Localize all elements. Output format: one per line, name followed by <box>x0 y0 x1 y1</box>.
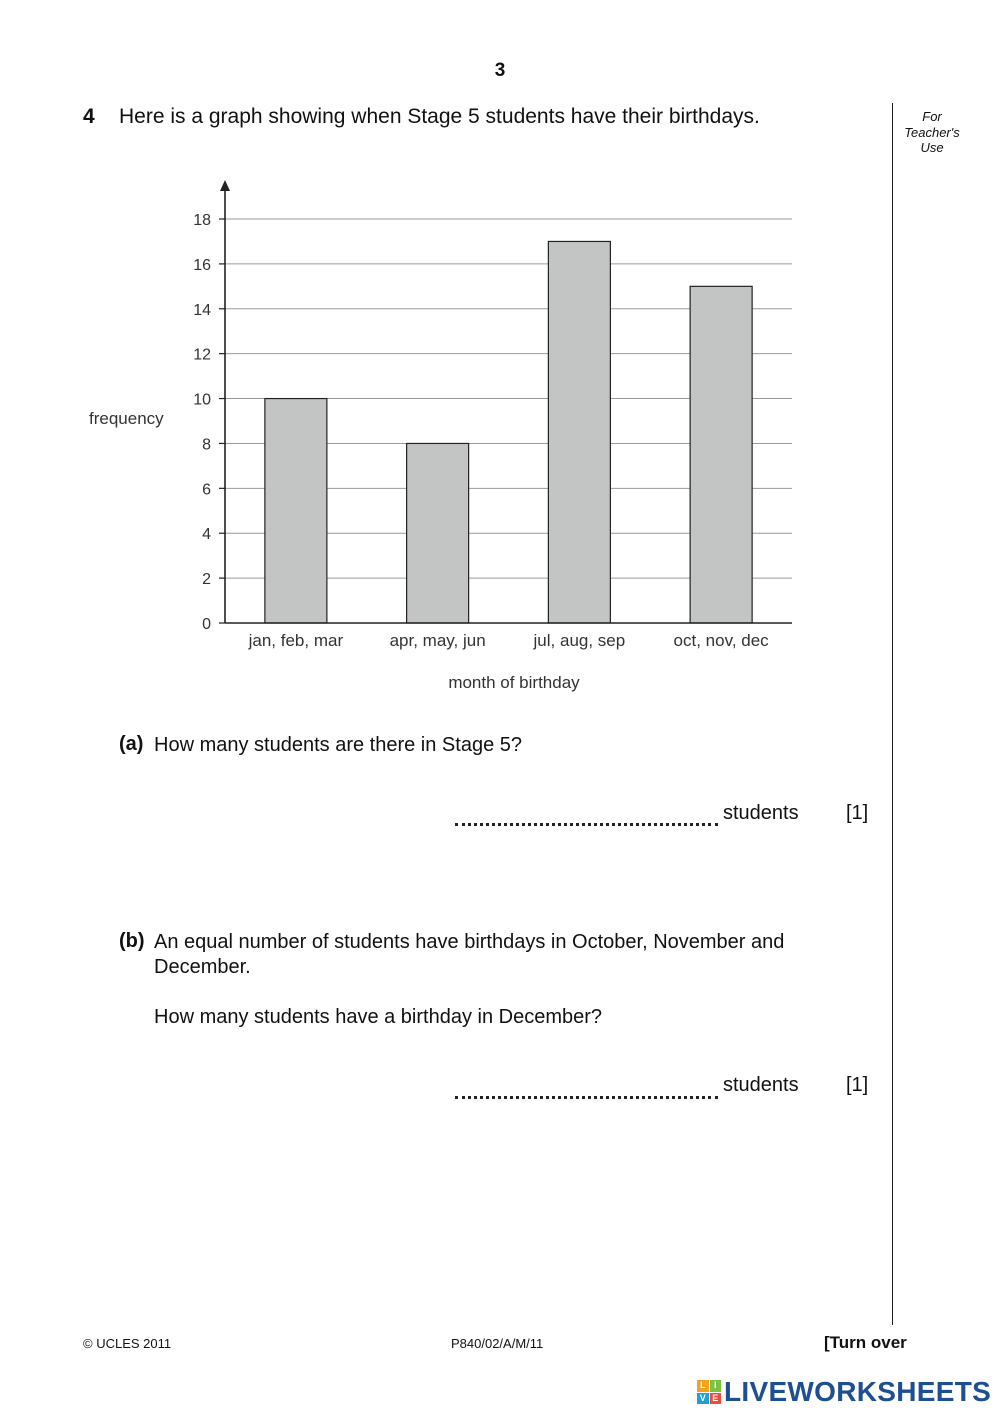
part-b-answer-unit: students <box>723 1074 799 1096</box>
x-tick-label: jul, aug, sep <box>533 631 626 650</box>
liveworksheets-logo[interactable] <box>697 1376 991 1408</box>
bar <box>548 241 610 623</box>
part-a-answer-line[interactable] <box>455 823 718 826</box>
x-tick-label: oct, nov, dec <box>673 631 769 650</box>
liveworksheets-logo-icon <box>697 1380 721 1404</box>
footer-turn-over: [Turn over <box>824 1333 907 1352</box>
y-tick-label: 0 <box>202 616 211 633</box>
page-number: 3 <box>494 60 506 81</box>
liveworksheets-wordmark: LIVEWORKSHEETS <box>724 1376 992 1407</box>
y-tick-label: 2 <box>202 571 211 589</box>
part-b-question: How many students have a birthday in December? <box>154 1006 603 1028</box>
part-b-marks: [1] <box>846 1074 869 1096</box>
y-tick-label: 8 <box>202 436 211 454</box>
y-tick-label: 12 <box>193 346 211 364</box>
y-tick-label: 14 <box>193 301 211 319</box>
logo-letter-e: E <box>710 1393 722 1405</box>
y-axis-label: frequency <box>89 409 164 428</box>
bar <box>265 399 327 623</box>
y-tick-label: 16 <box>193 256 211 274</box>
part-a-label: (a) <box>119 733 144 755</box>
part-a-answer-unit: students <box>723 802 799 824</box>
part-a-question: How many students are there in Stage 5? <box>154 734 522 756</box>
teacher-use-line1: For <box>922 109 942 124</box>
footer-copyright: © UCLES 2011 <box>83 1336 172 1351</box>
x-axis-label: month of birthday <box>448 673 580 692</box>
question-text: Here is a graph showing when Stage 5 students have their birthdays. <box>119 105 760 128</box>
y-tick-label: 18 <box>193 212 211 229</box>
y-axis-arrow <box>220 180 230 191</box>
y-tick-label: 6 <box>202 481 211 499</box>
part-b-statement: An equal number of students have birthdays in October, November and December. <box>154 931 785 978</box>
x-tick-label: jan, feb, mar <box>248 631 344 650</box>
y-tick-label: 10 <box>193 391 211 409</box>
logo-letter-i: I <box>710 1380 722 1392</box>
footer-paper-code: P840/02/A/M/11 <box>451 1336 544 1351</box>
logo-letter-v: V <box>697 1393 709 1405</box>
bar <box>407 443 469 623</box>
x-tick-label: apr, may, jun <box>389 631 486 650</box>
teacher-use-line2: Teacher's <box>904 124 960 140</box>
part-b-answer-line[interactable] <box>455 1096 718 1099</box>
part-b-label: (b) <box>119 930 145 952</box>
teacher-use-line3: Use <box>920 140 944 155</box>
bar <box>690 286 752 623</box>
question-number: 4 <box>83 105 95 128</box>
logo-letter-l: L <box>697 1380 709 1392</box>
part-a-marks: [1] <box>846 802 869 824</box>
y-tick-label: 4 <box>202 526 211 544</box>
